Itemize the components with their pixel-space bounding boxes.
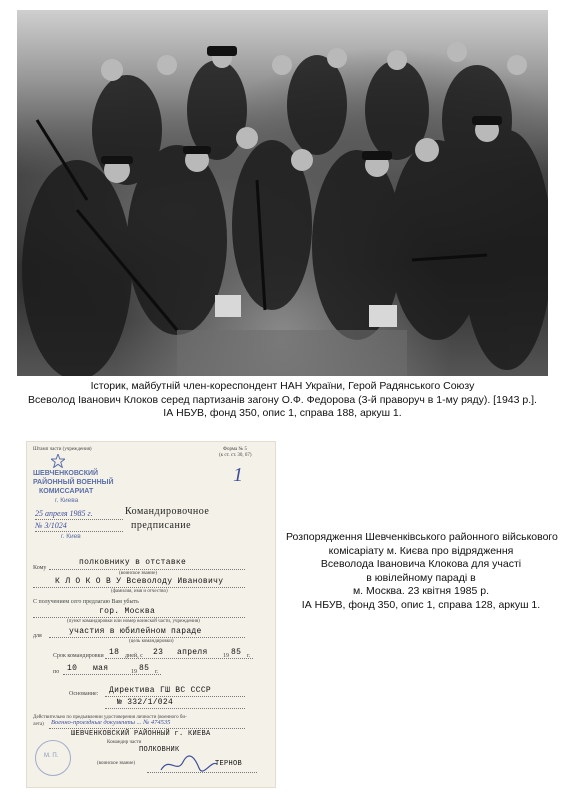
doc-destination-hint: (пункт командировки или номер воинской части, учреждения)	[67, 619, 200, 624]
doc-basis-value: Директива ГШ ВС СССР	[109, 686, 212, 695]
photo-caption-line: Всеволод Іванович Клоков серед партизанів загону О.Ф. Федорова (3-й праворуч в 1-му ряду). [1943 р.].	[28, 393, 537, 406]
doc-commissariat-value: ШЕВЧЕНКОВСКИЙ РАЙОННЫЙ г. КИЕВА	[71, 730, 211, 738]
doc-date-from-month: апреля	[177, 648, 208, 657]
doc-caption-line: комісаріату м. Києва про відрядження	[328, 544, 514, 557]
doc-handwritten-number: 1	[233, 464, 243, 486]
photo-figures	[17, 10, 548, 376]
doc-caption-line: ІА НБУВ, фонд 350, опис 1, справа 128, аркуш 1.	[301, 598, 541, 611]
doc-date-hand: 25 апреля 1985 г.	[35, 509, 93, 518]
doc-destination-value: гор. Москва	[99, 607, 156, 616]
doc-stamp-line: г. Киева	[55, 497, 79, 504]
doc-year-suffix: г.	[247, 653, 251, 659]
doc-basis-number: № 332/1/024	[117, 698, 174, 707]
photo-caption-line: ІА НБУВ, фонд 350, опис 1, справа 188, аркуш 1.	[163, 407, 402, 419]
official-seal-icon	[35, 740, 71, 776]
doc-signature-caption: Командир части	[107, 740, 142, 745]
doc-receipt-text: С получением сего предлагаю Вам убыть	[33, 599, 139, 605]
doc-number-hand: № 3/1024	[35, 521, 67, 530]
doc-stamp-label: Штамп части (учреждения)	[33, 447, 92, 452]
doc-caption-line: в ювілейному параді в	[366, 571, 476, 584]
doc-validity-text2: лета)	[33, 722, 44, 727]
doc-name-hint: (фамилия, имя и отчество)	[111, 589, 168, 594]
doc-form-sub: (к ст. ст. 30, 67)	[219, 453, 252, 458]
historical-photo	[17, 10, 548, 376]
doc-caption-line: Всеволода Івановича Клокова для участі	[320, 558, 522, 570]
doc-title-line2: предписание	[131, 520, 192, 531]
doc-year-value: 85	[139, 664, 150, 673]
doc-date-to-day: 10	[67, 664, 78, 673]
doc-stamp-line: РАЙОННЫЙ ВОЕННЫЙ	[33, 479, 114, 486]
doc-stamp-line: ШЕВЧЕНКОВСКИЙ	[33, 470, 99, 477]
doc-date-from-day: 23	[153, 648, 164, 657]
doc-stamp-line: КОМИССАРИАТ	[39, 488, 94, 495]
doc-basis-label: Основание:	[69, 691, 99, 697]
doc-rank-value: полковнику в отставке	[79, 558, 187, 567]
doc-year-prefix: 19	[223, 653, 229, 659]
doc-validity-text: Действительно по предъявлении удостоверения личности (военного би-	[33, 715, 187, 720]
doc-po-label: по	[53, 669, 60, 675]
doc-year-prefix: 19	[131, 669, 137, 675]
document-caption	[286, 531, 556, 612]
doc-caption-line: Розпорядження Шевченківського районного військового	[286, 531, 558, 543]
doc-title-line1: Командировочное	[125, 506, 210, 517]
doc-signer-name: ТЕРНОВ	[215, 760, 243, 768]
doc-year-value: 85	[231, 648, 242, 657]
doc-term-label: Срок командировки	[53, 653, 104, 659]
doc-sign-hint: (воинское звание)	[97, 761, 135, 766]
photo-caption-line: Історик, майбутній член-кореспондент НАН України, Герой Радянського Союзу	[90, 380, 475, 392]
doc-validity-hand: Военно-проездные документы ... № 474535	[51, 719, 171, 726]
doc-stamp-city: г. Киев	[61, 533, 81, 540]
doc-form-label: Форма № 5	[223, 447, 247, 452]
doc-for-label: для	[33, 633, 42, 639]
doc-name-value: К Л О К О В У Всеволоду Ивановичу	[55, 577, 224, 586]
doc-purpose-hint: (цель командировки)	[129, 639, 174, 644]
doc-purpose-value: участия в юбилейном параде	[69, 627, 202, 636]
travel-order-document	[27, 442, 275, 787]
star-icon	[51, 454, 65, 468]
doc-year-suffix: г.	[155, 669, 159, 675]
photo-caption	[17, 380, 548, 421]
doc-rank-hint: (воинское звание)	[119, 571, 157, 576]
doc-days-value: 18	[109, 648, 120, 657]
doc-to-label: Кому	[33, 565, 47, 571]
doc-date-to-month: мая	[93, 664, 109, 673]
doc-rank-sign: ПОЛКОВНИК	[139, 746, 180, 754]
doc-seal-text: М. П.	[44, 753, 59, 759]
doc-caption-line: м. Москва. 23 квітня 1985 р.	[352, 585, 490, 597]
doc-days-word: дней, с	[125, 653, 143, 659]
